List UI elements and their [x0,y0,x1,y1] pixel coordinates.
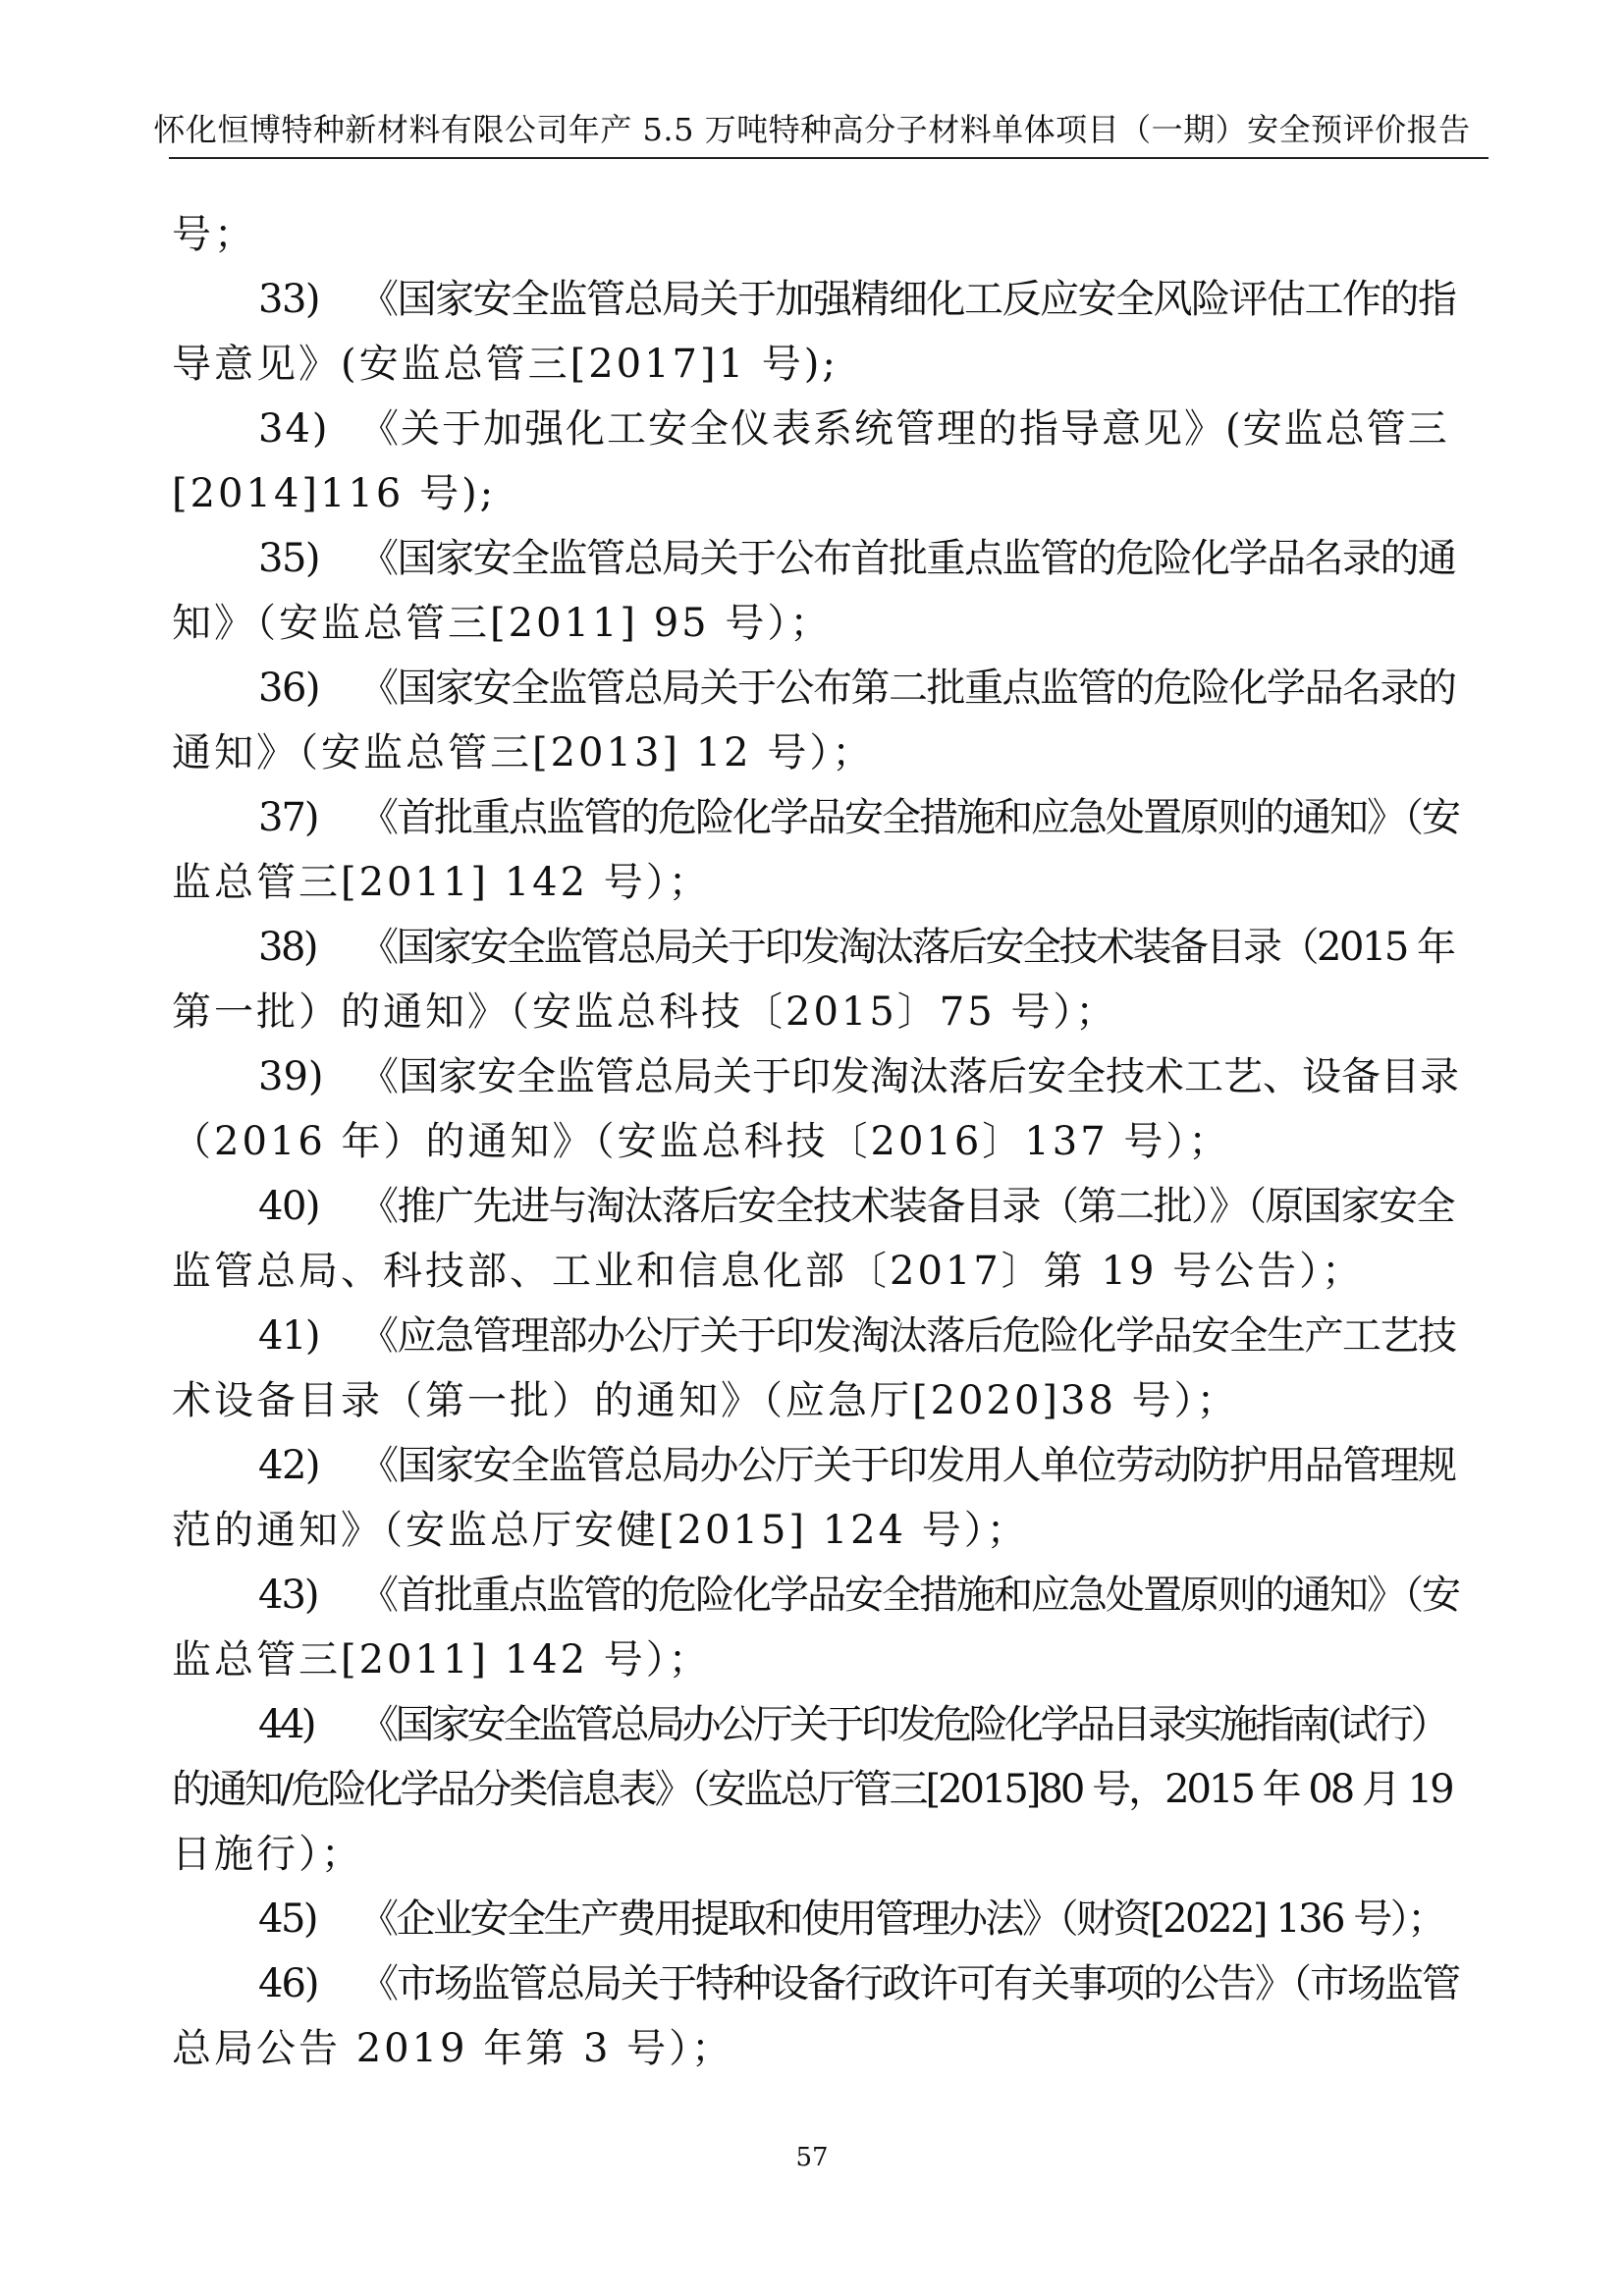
text-line: 日施行）； [172,1832,363,1877]
item-title: 《国家安全监管总局关于印发淘汰落后安全技术工艺、设备目录 [359,1054,1459,1099]
list-item-43 [172,1563,1460,1628]
item-number: 35) [258,536,320,581]
item-title: 《市场监管总局关于特种设备行政许可有关事项的公告》（市场监管 [359,1961,1459,2006]
item-number: 37) [258,795,318,840]
text-line: 的通知/危险化学品分类信息表》（安监总厅管三[2015]80 号，2015 年 08 月 19 [172,1767,1452,1812]
item-number: 38) [258,925,317,970]
item-number: 33) [258,277,320,322]
item-title: 《首批重点监管的危险化学品安全措施和应急处置原则的通知》（安 [359,1573,1459,1618]
list-item-41 [172,1304,1460,1368]
item-number: 44) [258,1702,314,1747]
text-line: 范的通知》（安监总厅安健[2015] 124 号）； [172,1508,1029,1553]
text-line: 监总管三[2011] 142 号）； [172,860,711,905]
item-title: 《应急管理部办公厅关于印发淘汰落后危险化学品安全生产工艺技 [359,1313,1456,1359]
item-title: 《国家安全监管总局关于加强精细化工反应安全风险评估工作的指 [359,277,1456,322]
text-line: 第一批）的通知》（安监总科技〔2015〕75 号）； [172,989,1118,1035]
item-number: 46) [258,1961,318,2006]
item-title: 《国家安全监管总局关于公布首批重点监管的危险化学品名录的通 [359,536,1456,581]
item-number: 39) [258,1054,324,1099]
list-item-35 [172,526,1460,591]
list-item-33 [172,267,1460,332]
item-title: 《推广先进与淘汰落后安全技术装备目录（第二批）》（原国家安全 [359,1184,1454,1229]
page-number: 57 [795,2143,829,2172]
text-line: 知》（安监总管三[2011] 95 号）； [172,601,833,646]
text-line: 监总管三[2011] 142 号）； [172,1637,711,1682]
item-title: 《国家安全监管总局办公厅关于印发用人单位劳动防护用品管理规 [359,1443,1456,1488]
item-number: 36) [258,666,320,711]
item-title: 《国家安全监管总局办公厅关于印发危险化学品目录实施指南(试行） [359,1702,1447,1747]
item-number: 41) [258,1313,320,1359]
text-line: 总局公告 2019 年第 3 号）； [172,2026,734,2071]
item-title: 《国家安全监管总局关于印发淘汰落后安全技术装备目录（2015 年 [359,925,1454,970]
item-number: 42) [258,1443,320,1488]
item-number: 45) [258,1896,317,1942]
report-header-title: 怀化恒博特种新材料有限公司年产 5.5 万吨特种高分子材料单体项目（一期）安全预评价报告 [153,111,1471,148]
list-item-36 [172,656,1460,721]
list-item-37 [172,785,1460,850]
list-item-40 [172,1174,1460,1239]
text-line: 监管总局、科技部、工业和信息化部〔2017〕第 19 号公告）； [172,1249,1365,1294]
item-number: 40) [258,1184,320,1229]
list-item-34 [172,397,1460,461]
text-line: （2016 年）的通知》（安监总科技〔2016〕137 号）； [172,1119,1231,1164]
item-number: 43) [258,1573,318,1618]
item-title: 《首批重点监管的危险化学品安全措施和应急处置原则的通知》（安 [359,795,1459,840]
item-number: 34) [258,406,330,452]
list-item-44 [172,1692,1460,1757]
item-title: 《关于加强化工安全仪表系统管理的指导意见》(安监总管三 [359,406,1449,452]
document-body [172,202,1460,2081]
item-title: 《企业安全生产费用提取和使用管理办法》（财资[2022] 136 号）； [359,1896,1444,1942]
text-line: 通知》（安监总管三[2013] 12 号）； [172,730,875,775]
text-line: 术设备目录（第一批）的通知》（应急厅[2020]38 号）； [172,1378,1239,1423]
list-item-42 [172,1433,1460,1498]
list-item-38 [172,915,1460,980]
text-line: 号； [172,212,256,257]
text-line: [2014]116 号); [172,471,497,516]
header-divider [169,157,1489,159]
list-item-45 [172,1887,1460,1951]
list-item-46 [172,1951,1460,2016]
text-line: 导意见》(安监总管三[2017]1 号); [172,342,839,387]
item-title: 《国家安全监管总局关于公布第二批重点监管的危险化学品名录的 [359,666,1456,711]
list-item-39 [172,1044,1460,1109]
